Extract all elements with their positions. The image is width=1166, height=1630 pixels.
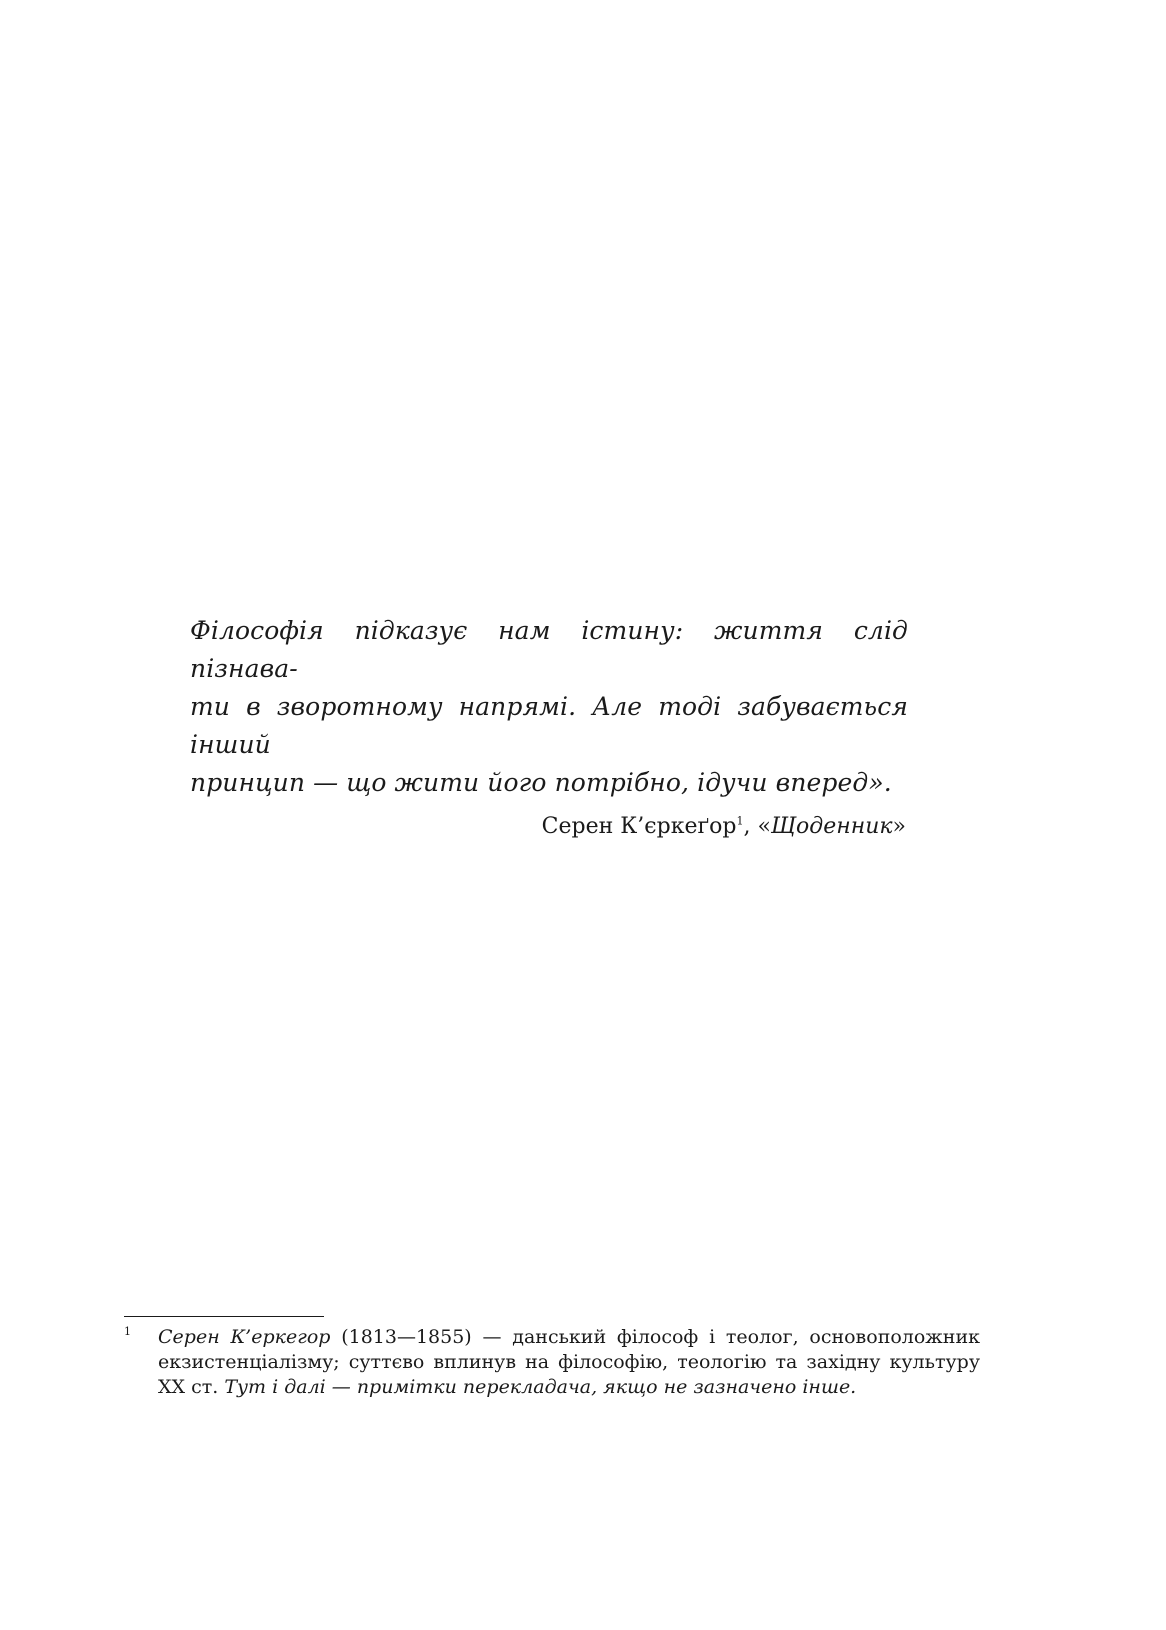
footnote-line3-text: XX ст. (158, 1376, 225, 1398)
epigraph (190, 612, 908, 842)
footnote-line (158, 1325, 980, 1350)
translator-note: Тут і далі — примітки перекладача, якщо не зазначено інше. (224, 1376, 857, 1398)
attribution-author: Серен К’єркеґор (541, 814, 737, 839)
footnote-reference[interactable]: 1 (736, 814, 744, 828)
footnote-name: Серен К’еркегор (158, 1326, 331, 1348)
quote-line: принцип — що жити його потрібно, ідучи вперед». (190, 768, 892, 797)
footnote-marker: 1 (124, 1325, 131, 1338)
footnote-divider (124, 1316, 324, 1317)
footnote (124, 1325, 980, 1400)
quote-line: ти в зворотному напрямі. Але тоді забувається інший (190, 692, 908, 759)
close-quote: » (892, 814, 906, 839)
open-quote: « (757, 814, 771, 839)
epigraph-quote (190, 612, 908, 802)
attribution-work-title: Щоденник (770, 814, 893, 839)
footnote-line1-text: (1813—1855) — данський філософ і теолог, основоположник (330, 1326, 980, 1348)
attribution-separator: , (743, 814, 758, 839)
footnote-line: екзистенціалізму; суттєво вплинув на філософію, теологію та західну культуру (158, 1351, 980, 1373)
epigraph-attribution (190, 812, 906, 842)
quote-line: Філософія підказує нам істину: життя слід пізнава- (190, 616, 908, 683)
footnote-body (158, 1325, 980, 1400)
footnote-line (158, 1375, 980, 1400)
